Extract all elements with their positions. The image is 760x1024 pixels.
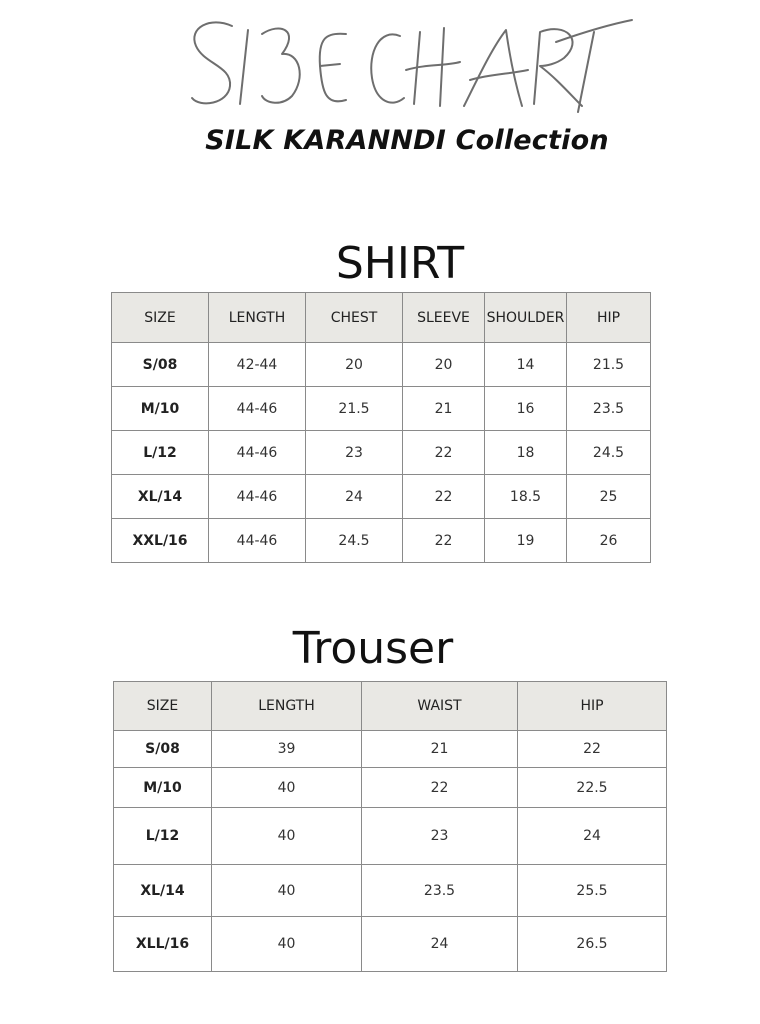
length-cell: 42-44 [209, 343, 306, 387]
chest-cell: 20 [306, 343, 403, 387]
length-cell: 40 [212, 808, 362, 865]
column-header-hip: HIP [567, 293, 651, 343]
sleeve-cell: 22 [403, 519, 485, 563]
chest-cell: 23 [306, 431, 403, 475]
size-cell: L/12 [114, 808, 212, 865]
hip-cell: 26.5 [518, 917, 667, 972]
shoulder-cell: 14 [485, 343, 567, 387]
length-cell: 44-46 [209, 475, 306, 519]
length-cell: 40 [212, 768, 362, 808]
length-cell: 44-46 [209, 519, 306, 563]
shoulder-cell: 18.5 [485, 475, 567, 519]
hip-cell: 24 [518, 808, 667, 865]
table-header-row [114, 682, 667, 731]
sleeve-cell: 21 [403, 387, 485, 431]
sleeve-cell: 20 [403, 343, 485, 387]
table-row [114, 768, 667, 808]
column-header-chest: CHEST [306, 293, 403, 343]
table-row [114, 731, 667, 768]
hip-cell: 22 [518, 731, 667, 768]
shoulder-cell: 16 [485, 387, 567, 431]
shoulder-cell: 19 [485, 519, 567, 563]
size-chart-script-title [0, 8, 760, 113]
waist-cell: 23.5 [362, 865, 518, 917]
column-header-size: SIZE [112, 293, 209, 343]
chest-cell: 24.5 [306, 519, 403, 563]
size-cell: M/10 [114, 768, 212, 808]
chest-cell: 21.5 [306, 387, 403, 431]
collection-subtitle: SILK KARANNDI Collection [205, 125, 609, 156]
hip-cell: 24.5 [567, 431, 651, 475]
table-row [112, 519, 651, 563]
table-row [112, 475, 651, 519]
size-cell: S/08 [112, 343, 209, 387]
shoulder-cell: 18 [485, 431, 567, 475]
chest-cell: 24 [306, 475, 403, 519]
length-cell: 44-46 [209, 387, 306, 431]
column-header-sleeve: SLEEVE [403, 293, 485, 343]
length-cell: 39 [212, 731, 362, 768]
waist-cell: 22 [362, 768, 518, 808]
column-header-waist: WAIST [362, 682, 518, 731]
column-header-hip: HIP [518, 682, 667, 731]
size-cell: XXL/16 [112, 519, 209, 563]
table-row [114, 917, 667, 972]
hip-cell: 21.5 [567, 343, 651, 387]
column-header-length: LENGTH [209, 293, 306, 343]
hip-cell: 22.5 [518, 768, 667, 808]
size-cell: XLL/16 [114, 917, 212, 972]
shirt-size-table [111, 292, 651, 563]
column-header-shoulder: SHOULDER [485, 293, 567, 343]
size-cell: S/08 [114, 731, 212, 768]
waist-cell: 21 [362, 731, 518, 768]
size-cell: XL/14 [114, 865, 212, 917]
table-row [114, 865, 667, 917]
table-header-row [112, 293, 651, 343]
hip-cell: 25 [567, 475, 651, 519]
table-row [114, 808, 667, 865]
hip-cell: 23.5 [567, 387, 651, 431]
length-cell: 40 [212, 865, 362, 917]
waist-cell: 24 [362, 917, 518, 972]
table-row [112, 431, 651, 475]
hip-cell: 25.5 [518, 865, 667, 917]
column-header-size: SIZE [114, 682, 212, 731]
length-cell: 44-46 [209, 431, 306, 475]
shirt-section-title: SHIRT [335, 238, 465, 289]
length-cell: 40 [212, 917, 362, 972]
waist-cell: 23 [362, 808, 518, 865]
sleeve-cell: 22 [403, 431, 485, 475]
table-row [112, 387, 651, 431]
size-cell: M/10 [112, 387, 209, 431]
trouser-size-table [113, 681, 667, 972]
table-row [112, 343, 651, 387]
hip-cell: 26 [567, 519, 651, 563]
column-header-length: LENGTH [212, 682, 362, 731]
size-cell: XL/14 [112, 475, 209, 519]
sleeve-cell: 22 [403, 475, 485, 519]
trouser-section-title: Trouser [292, 623, 454, 674]
size-cell: L/12 [112, 431, 209, 475]
